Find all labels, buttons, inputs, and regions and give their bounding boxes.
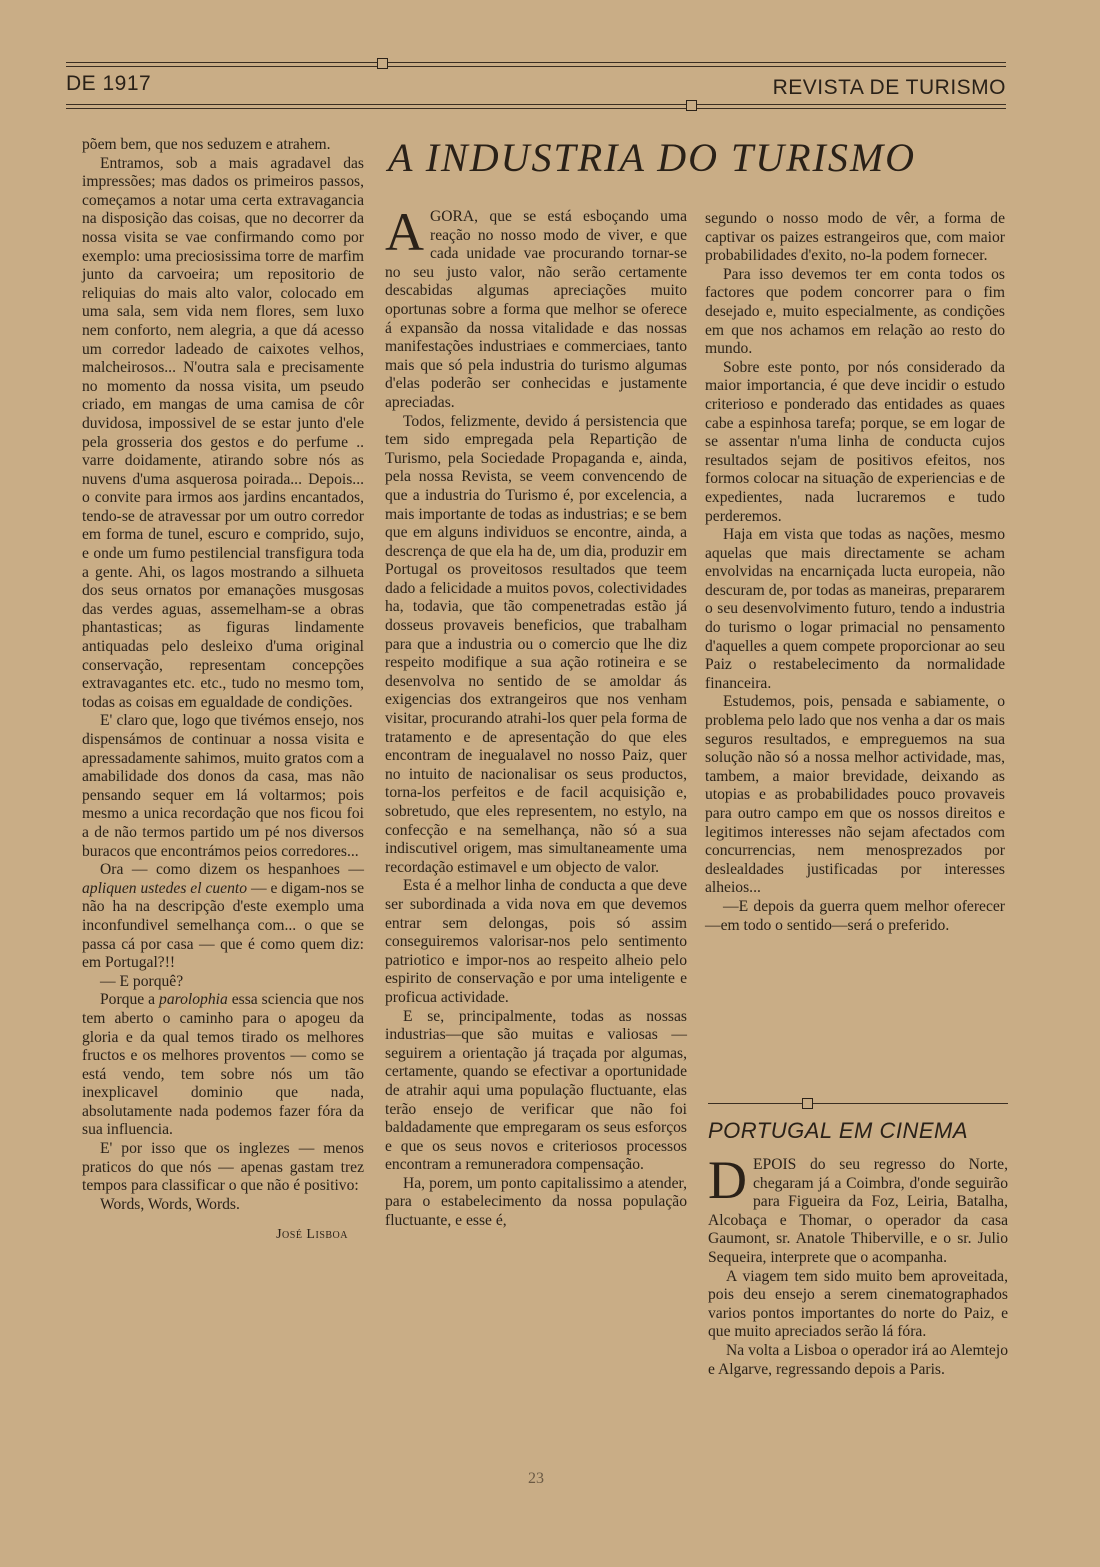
drop-cap: A [385, 202, 424, 262]
column-right [705, 210, 1005, 935]
section-ornament [802, 1098, 813, 1109]
paragraph: Na volta a Lisboa o operador irá ao Alemtejo e Algarve, regressando depois a Paris. [708, 1341, 1008, 1378]
text-run: — e digam-nos se não ha na descripção d'este exemplo uma inconfundivel semelhança com... o que se passa cá por casa — que é como quem diz: em Portugal?!! [82, 879, 364, 972]
paragraph: Entramos, sob a mais agradavel das impressões; mas dados os primeiros passos, começamos a notar uma certa extravagancia na disposição das coisas, que no decorrer da nossa visita se vae confirmando como por exemplo: uma preciosissima torre de marfim junto da carvoeira; um repositorio de reliquias do mais alto valor, colocado em uma sala, sem vida nem flores, sem luxo nem conforto, nem alegria, a que dá acesso um corredor ladeado de caixotes velhos, malcheirosos... N'outra sala e precisamente no momento da nossa visita, um pseudo criado, em mangas de uma camisa de côr duvidosa, impossivel de se estar junto d'ele pela grosseria dos gestos e do perfume .. varre doidamente, atirando sobre nós as nuvens d'uma asquerosa poirada... Depois... o convite para irmos aos jardins encantados, tendo-se de atravessar por um outro corredor em forma de tunel, escuro e comprido, sujo, e onde um fumo pestilencial transfigura toda a gente. Ahi, os lagos mostrando a silhueta dos seus ornatos por emanações musgosas das verdes aguas, assemelham-se a obras phantasticas; as figuras lindamente antiquadas pelo desleixo d'uma original conservação, representam concepções extravagantes etc. etc., tudo no mesmo tom, todas as coisas em egualdade de condições. [82, 154, 364, 711]
paragraph: —E depois da guerra quem melhor oferecer—em todo o sentido—será o preferido. [705, 897, 1005, 934]
paragraph: Esta é a melhor linha de conducta a que deve ser subordinada a vida nova em que devemos entrar sem delongas, pois só assim conseguiremos valorisar-nos pelo sentimento patriotico e impor-nos ao respeito alheio pelo espirito de conservação e por uma inteligente e proficua actividade. [385, 877, 687, 1006]
paragraph: Words, Words, Words. [100, 1195, 240, 1213]
header-date: DE 1917 [66, 72, 152, 95]
paragraph [385, 202, 687, 413]
paragraph: Ha, porem, um ponto capitalissimo a atender, para o estabelecimento da nossa população fluctuante, e esse é, [385, 1174, 687, 1230]
paragraph [82, 861, 364, 973]
header-ornament-top [377, 58, 388, 69]
paragraph [82, 991, 364, 1140]
author-signature: José Lisboa [276, 1227, 348, 1243]
text-run: que se está esboçando uma reação no nosso modo de viver, e que cada unidade vae procurando tornar-se no seu justo valor, não serão certamente descabidas algumas apreciações muito oportunas sobre a forma que melhor se oferece á expansão da nossa vitalidade e das nossas manifestações industriaes e commerciaes, tanto mais que só pela industria do turismo algumas d'elas poderão ser conhecidas e justamente apreciadas. [385, 208, 687, 411]
paragraph: E' por isso que os inglezes — menos praticos do que nós — apenas gastam trez tempos para classificar o que não é positivo: [82, 1140, 364, 1195]
lead-word: GORA, [430, 208, 479, 225]
paragraph: E' claro que, logo que tivémos ensejo, nos dispensámos de continuar a nossa visita e apressadamente sahimos, muito gratos com a amabilidade dos donos da casa, mas não pensando sequer em lá voltarmos; pois mesmo a unica recordação que nos ficou foi a de não termos partido um pé nos diversos buracos que encontrámos peios corredores... [82, 712, 364, 860]
text-run: essa sciencia que nos tem aberto o caminho para o apogeu da gloria e da qual temos tirado os melhores fructos e os melhores proventos — como se está vendo, tem sobre nós um tão inexplicavel dominio que nada, absolutamente nada podemos fazer fóra da sua influencia. [82, 991, 364, 1139]
paragraph: Haja em vista que todas as nações, mesmo aquelas que mais directamente se acham envolvidas na encarniçada lucta europeia, não descuram de, por todas as maneiras, prepararem o seu desenvolvimento futuro, tendo a industria do turismo o logar primacial no pensamento d'aquelles a quem compete proporcionar ao seu Paiz o restabelecimento da normalidade financeira. [705, 526, 1005, 692]
section-title: PORTUGAL EM CINEMA [708, 1118, 969, 1143]
text-run: Porque a [100, 991, 160, 1009]
paragraph: põem bem, que nos seduzem e atrahem. [82, 136, 331, 153]
paragraph: Sobre este ponto, por nós considerado da maior importancia, é que deve incidir o estudo criterioso e ponderado das entidades as quaes cabe a espinhosa tarefa; porque, se em logar de se assentar n'uma linha de conducta cujos resultados sejam de positivos efeitos, nos formos colocar na situação de experiencias e de expedientes, nada lucraremos e tudo perderemos. [705, 358, 1005, 525]
paragraph: Estudemos, pois, pensada e sabiamente, o problema pelo lado que nos venha a dar os mais seguros resultados, e empreguemos na sua solução não só a nossa melhor actividade, mas, tambem, a maior brevidade, deixando as utopias e as probabilidades pouco provaveis para outro campo em que os nossos direitos e legitimos interesses não sejam afectados com concurrencias, nem menosprezados por deslealdades justificadas por interesses alheios... [705, 693, 1005, 897]
section-divider [708, 1103, 1008, 1104]
page-number: 23 [528, 1470, 544, 1487]
header-rule-bottom [66, 104, 1006, 109]
article-title: A INDUSTRIA DO TURISMO [388, 135, 917, 180]
paragraph: E se, principalmente, todas as nossas industrias—que são muitas e valiosas —seguirem a orientação já traçada por algumas, certamente, quando se efectivar a oportunidade de atrahir aqui uma população fluctuante, elas terão ensejo de verificar que não foi baldadamente que empregaram os seus esforços e que os seus novos e criteriosos processos encontram a remuneradora compensação. [385, 1007, 687, 1174]
header-ornament-bottom [686, 100, 697, 111]
drop-cap: D [708, 1150, 747, 1210]
lead-word: EPOIS [753, 1156, 797, 1173]
paragraph: Todos, felizmente, devido á persistencia que tem sido empregada pela Repartição de Turismo, pela Sociedade Propaganda e, ainda, pela nossa Revista, se veem convencendo de que a industria do Turismo é, por excelencia, a mais importante de todas as industrias; e se bem que em alguns individuos se encontre, ainda, a descrença de que ela ha de, um dia, produzir em Portugal os proveitosos resultados que teem dado a felicidade a muitos povos, colectividades ha, todavia, que tão compenetradas estão já dosseus provaveis beneficios, que trabalham para que a industria ou o comercio que lhe diz respeito modifique a sua ação rotineira e se desenvolva no sentido de se amoldar ás exigencias dos extrangeiros que nos venham visitar, procurando atrahi-los quer pela forma de tratamento e de apresentação do que eles encontram de inegualavel no nosso Paiz, quer no intuito de nacionalisar os seus productos, torna-los perfeitos e de facil acquisição e, sobretudo, que eles representem, no estylo, na confecção e na semelhança, não só a sua indiscutivel origem, mas simultaneamente uma recordação estimavel e um objecto de valor. [385, 412, 687, 876]
column-left [82, 136, 364, 1245]
header-magazine-title: REVISTA DE TURISMO [772, 76, 1006, 99]
cinema-article [708, 1150, 1008, 1379]
header-rule-top [66, 62, 1006, 67]
paragraph: Para isso devemos ter em conta todos os factores que podem concorrer para o fim desejado e, muito especialmente, as condições em que nos achamos em relação ao resto do mundo. [705, 265, 1005, 358]
paragraph: — E porquê? [100, 972, 184, 990]
paragraph: segundo o nosso modo de vêr, a forma de captivar os paizes estrangeiros que, com maior probabilidades d'exito, no-la podem fornecer. [705, 210, 1005, 265]
text-run: Ora — como dizem os hespanhoes — [100, 861, 364, 879]
paragraph [708, 1150, 1008, 1268]
paragraph: A viagem tem sido muito bem aproveitada, pois deu ensejo a serem cinematographados varios pontos importantes do norte do Paiz, e que muito apreciados serão lá fóra. [708, 1267, 1008, 1341]
text-run: do seu regresso do Norte, chegaram já a Coimbra, d'onde seguirão para Figueira da Foz, Leiria, Batalha, Alcobaça e Thomar, o operador da casa Gaumont, sr. Anatole Thiberville, e o sr. Julio Sequeira, interprete que o acompanha. [708, 1156, 1008, 1266]
emphasis-text: parolophia [159, 991, 228, 1009]
column-middle [385, 202, 687, 1231]
emphasis-text: apliquen ustedes el cuento [82, 879, 248, 897]
